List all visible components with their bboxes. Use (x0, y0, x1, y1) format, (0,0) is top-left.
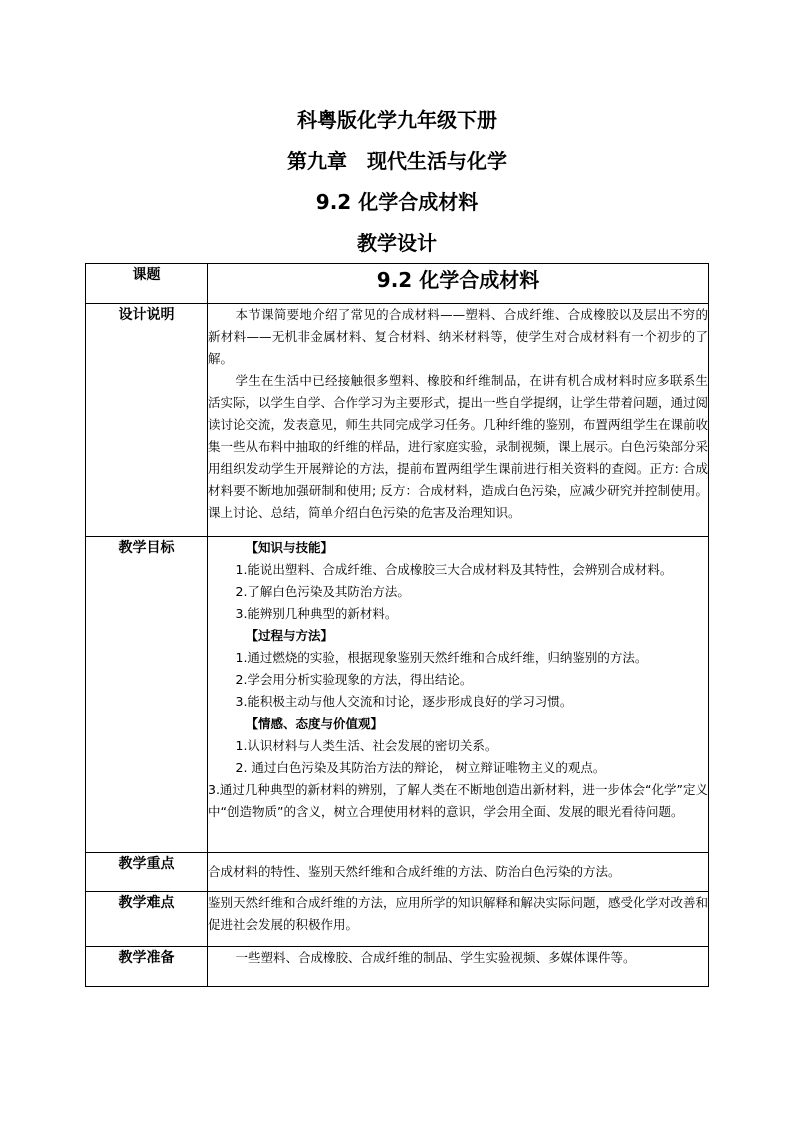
table-row-design (86, 304, 709, 537)
key-points-content: 合成材料的特性、鉴别天然纤维和合成纤维的方法、防治白色污染的方法。 (208, 853, 709, 892)
goal-attitude-1: 1.认识材料与人类生活、社会发展的密切关系。 (235, 738, 498, 753)
design-content (208, 304, 709, 537)
goal-knowledge-3: 3.能辨别几种典型的新材料。 (235, 606, 398, 621)
preparation-label: 教学准备 (86, 947, 208, 987)
topic-value: 9.2 化学合成材料 (208, 264, 709, 304)
goal-process-2: 2.学会用分析实验现象的方法，得出结论。 (235, 672, 473, 687)
goals-label: 教学目标 (86, 537, 208, 853)
preparation-content: 一些塑料、合成橡胶、合成纤维的制品、学生实验视频、多媒体课件等。 (208, 947, 709, 987)
key-points-label: 教学重点 (86, 853, 208, 892)
goals-heading-process: 【过程与方法】 (245, 628, 334, 643)
topic-label: 课题 (86, 264, 208, 304)
section-title: 9.2 化学合成材料 (315, 190, 479, 214)
goal-attitude-2: 2. 通过白色污染及其防治方法的辩论， 树立辩证唯物主义的观点。 (235, 760, 606, 775)
document-title-block (0, 104, 794, 268)
table-row-key-points (86, 853, 709, 892)
goals-heading-knowledge: 【知识与技能】 (245, 540, 334, 555)
goals-content (208, 537, 709, 853)
design-paragraph-2: 学生在生活中已经接触很多塑料、橡胶和纤维制品，在讲有机合成材料时应多联系生活实际，以学生自学、合作学习为主要形式，提出一些自学提纲，让学生带着问题，通过阅读讨论交流，发表意见，师生共同完成学习任务。几种纤维的鉴别，布置两组学生在课前收集一些从布料中抽取的纤维的样品，进行家庭实验，录制视频，课上展示。白色污染部分采用组织发动学生开展辩论的方法，提前布置两组学生课前进行相关资料的查阅。正方: 合成材料要不断地加强研制和使用; 反方：合成材料，造成白色污染，应减少研究并控制使用。课上讨论、总结，简单介绍白色污染的危害及治理知识。 (208, 373, 709, 520)
design-label: 设计说明 (86, 304, 208, 537)
goals-heading-attitude: 【情感、态度与价值观】 (245, 716, 384, 731)
goal-process-3: 3.能积极主动与他人交流和讨论，逐步形成良好的学习习惯。 (235, 694, 573, 709)
goal-knowledge-1: 1.能说出塑料、合成纤维、合成橡胶三大合成材料及其特性，会辨别合成材料。 (235, 562, 673, 577)
design-paragraph-1: 本节课简要地介绍了常见的合成材料——塑料、合成纤维、合成橡胶以及层出不穷的新材料——无机非金属材料、复合材料、纳米材料等，使学生对合成材料有一个初步的了解。 (208, 307, 708, 366)
lesson-plan-table (85, 263, 709, 987)
difficulties-content: 鉴别天然纤维和合成纤维的方法，应用所学的知识解释和解决实际问题，感受化学对改善和促进社会发展的积极作用。 (208, 892, 709, 947)
goal-process-1: 1.通过燃烧的实验，根据现象鉴别天然纤维和合成纤维，归纳鉴别的方法。 (235, 650, 648, 665)
table-row-preparation (86, 947, 709, 987)
table-row-goals (86, 537, 709, 853)
book-title: 科粤版化学九年级下册 (297, 108, 497, 132)
table-row-topic (86, 264, 709, 304)
goal-attitude-3: 3.通过几种典型的新材料的辨别，了解人类在不断地创造出新材料，进一步体会“化学”定义中“创造物质”的含义，树立合理使用材料的意识，学会用全面、发展的眼光看待问题。 (208, 782, 708, 819)
table-row-difficulties (86, 892, 709, 947)
chapter-title: 第九章 现代生活与化学 (287, 149, 507, 173)
goal-knowledge-2: 2.了解白色污染及其防治方法。 (235, 584, 410, 599)
difficulties-label: 教学难点 (86, 892, 208, 947)
document-type-title: 教学设计 (357, 231, 437, 255)
